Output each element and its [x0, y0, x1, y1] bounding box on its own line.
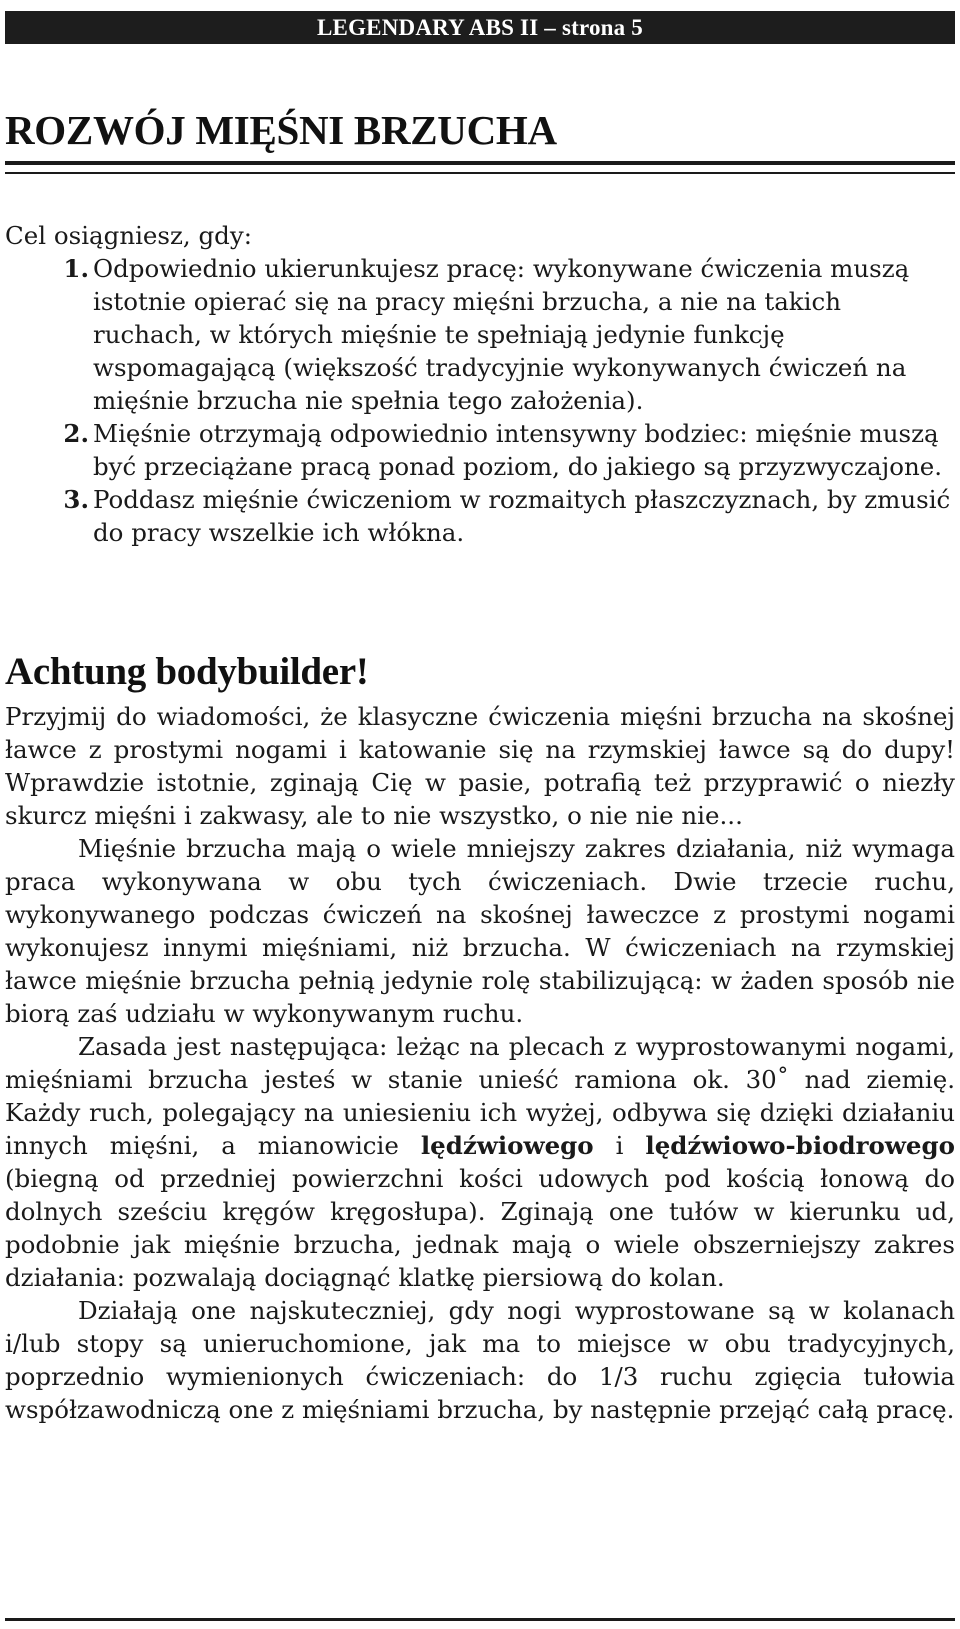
running-header — [5, 11, 955, 44]
paragraph: Mięśnie brzucha mają o wiele mniejszy zakres działania, niż wymaga praca wykonywana w obu tych ćwiczeniach. Dwie trzecie ruchu, wykonywanego podczas ćwiczeń na skośnej ławeczce z prostymi nogami wykonujesz innymi mięśniami, niż brzucha. W ćwiczeniach na rzymskiej ławce mięśnie brzucha pełnią jedynie rolę stabilizującą: w żaden sposób nie biorą zaś udziału w wykonywanym ruchu. — [5, 834, 955, 1028]
paragraph-text: (biegną od przedniej powierzchni kości udowych pod kością łonową do dolnych sześciu kręgów kręgosłupa). Zginają one tułów w kierunku ud, podobnie jak mięśnie brzucha, jednak mają o wiele obszerniejszy zakres działania: pozwalają dociągnąć klatkę piersiową do kolan. — [5, 1164, 955, 1292]
muscle-term: lędźwiowo-biodrowego — [645, 1131, 955, 1160]
intro-text: Cel osiągniesz, gdy: — [5, 221, 252, 250]
list-item-number: 1. — [63, 254, 89, 283]
list-item-number: 3. — [63, 485, 89, 514]
list-item — [5, 417, 955, 483]
paragraph — [5, 1030, 955, 1294]
article-body — [5, 700, 955, 1426]
list-item-text: Poddasz mięśnie ćwiczeniom w rozmaitych płaszczyznach, by zmusić do pracy wszelkie ich włókna. — [93, 485, 951, 547]
list-item — [5, 252, 955, 417]
paragraph-text: i — [593, 1131, 646, 1160]
list-item — [5, 483, 955, 549]
list-item-number: 2. — [63, 419, 89, 448]
paragraph-text: Zasada jest następująca: leżąc na plecach z wyprostowanymi nogami, mięśniami brzucha jesteś w stanie unieść ramiona ok. 30˚ nad ziemię. Każdy ruch, polegający na uniesieniu ich wyżej, odbywa się dzięki działaniu innych mięśni, a mianowicie — [5, 1032, 955, 1160]
running-header-title: LEGENDARY ABS II – strona 5 — [316, 14, 644, 40]
paragraph: Przyjmij do wiadomości, że klasyczne ćwiczenia mięśni brzucha na skośnej ławce z prostymi nogami i katowanie się na rzymskiej ławce są do dupy! Wprawdzie istotnie, zginają Cię w pasie, potrafią też przyprawić o niezły skurcz mięśni i zakwasy, ale to nie wszystko, o nie nie nie... — [5, 702, 955, 830]
list-item-text: Odpowiednio ukierunkujesz pracę: wykonywane ćwiczenia muszą istotnie opierać się na pracy mięśni brzucha, a nie na takich ruchach, w których mięśnie te spełniają jedynie funkcję wspomagającą (większość tradycyjnie wykonywanych ćwiczeń na mięśnie brzucha nie spełnia tego założenia). — [93, 254, 910, 415]
muscle-term: lędźwiowego — [420, 1131, 594, 1160]
title-rule-thin — [5, 172, 955, 174]
paragraph: Działają one najskuteczniej, gdy nogi wyprostowane są w kolanach i/lub stopy są unieruchomione, jak ma to miejsce w obu tradycyjnych, poprzednio wymienionych ćwiczeniach: do 1/3 ruchu zgięcia tułowia współzawodniczą one z mięśniami brzucha, by następnie przejąć całą pracę. — [5, 1296, 955, 1424]
footer-rule — [5, 1618, 955, 1621]
section-title: ROZWÓJ MIĘŚNI BRZUCHA — [5, 107, 557, 153]
title-rule-thick — [5, 161, 955, 165]
list-item-text: Mięśnie otrzymają odpowiednio intensywny bodziec: mięśnie muszą być przeciążane pracą ponad poziom, do jakiego są przyzwyczajone. — [93, 419, 943, 481]
numbered-list — [5, 252, 955, 549]
subsection-title: Achtung bodybuilder! — [5, 650, 369, 693]
